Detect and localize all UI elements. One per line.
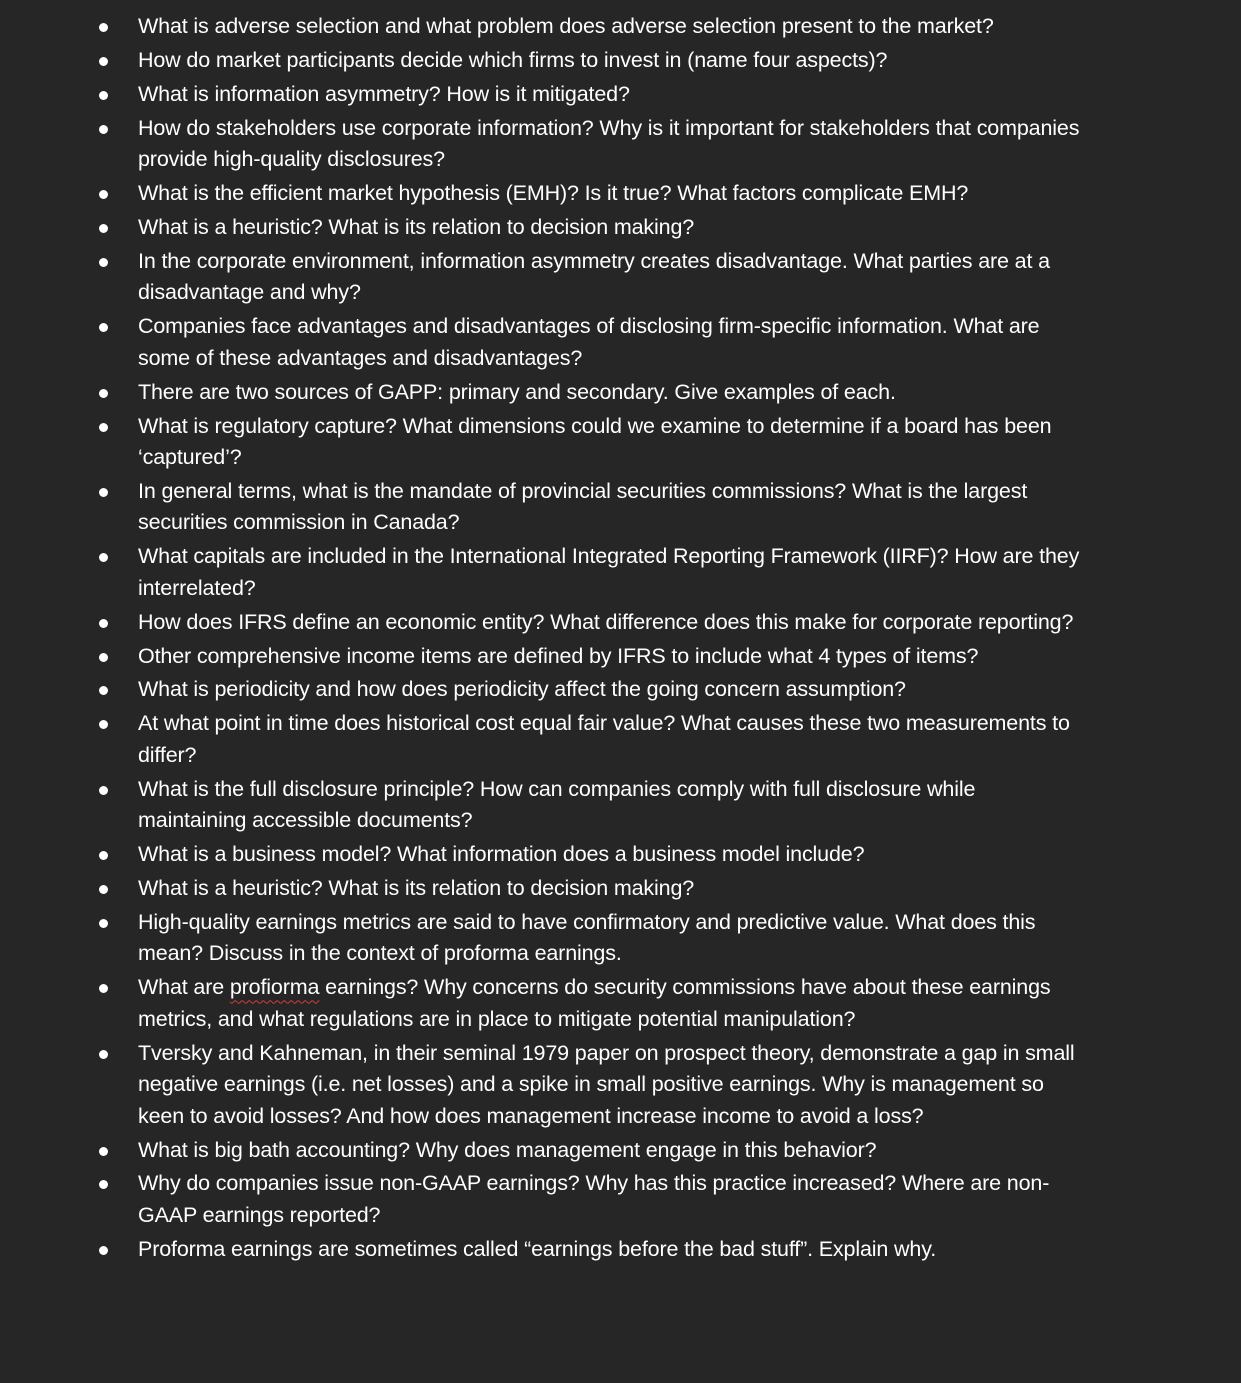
bullet-icon bbox=[99, 125, 108, 134]
list-item bbox=[0, 1234, 1088, 1266]
bullet-icon bbox=[99, 389, 108, 398]
bullet-icon bbox=[99, 686, 108, 695]
bullet-icon bbox=[99, 919, 108, 928]
list-item bbox=[0, 1135, 1088, 1167]
question-text: There are two sources of GAPP: primary and secondary. Give examples of each. bbox=[138, 379, 896, 404]
bullet-icon bbox=[99, 23, 108, 32]
question-text: What is a heuristic? What is its relation to decision making? bbox=[138, 876, 695, 901]
list-item bbox=[0, 873, 1088, 905]
misspelled-word[interactable]: profiorma bbox=[229, 975, 320, 1000]
question-text: Companies face advantages and disadvantages of disclosing firm-specific information. What are some of these advantages and disadvantages? bbox=[138, 314, 1040, 370]
document-page bbox=[0, 11, 1241, 1268]
bullet-icon bbox=[99, 720, 108, 729]
bullet-icon bbox=[99, 885, 108, 894]
bullet-icon bbox=[99, 1147, 108, 1156]
question-text: What is regulatory capture? What dimensions could we examine to determine if a board has been ‘captured’? bbox=[138, 413, 1052, 470]
list-item bbox=[0, 178, 1088, 210]
question-text-end: earnings? Why concerns do security commissions have about these earnings metrics, and what regulations are in place to mitigate potential manipulation? bbox=[138, 975, 1051, 1031]
question-text: What is the efficient market hypothesis (EMH)? Is it true? What factors complicate EMH? bbox=[138, 181, 969, 206]
list-item bbox=[0, 708, 1088, 771]
question-text: What is periodicity and how does periodicity affect the going concern assumption? bbox=[138, 677, 906, 702]
list-item bbox=[0, 1038, 1088, 1133]
list-item bbox=[0, 839, 1088, 871]
question-text: Tversky and Kahneman, in their seminal 1979 paper on prospect theory, demonstrate a gap in small negative earnings (i.e. net losses) and a spike in small positive earnings. Why is management so keen to avoid losses? And how does management increase income to avoid a loss? bbox=[138, 1040, 1075, 1128]
bullet-icon bbox=[99, 851, 108, 860]
bullet-icon bbox=[99, 553, 108, 562]
question-text: What is information asymmetry? How is it mitigated? bbox=[138, 81, 630, 106]
list-item bbox=[0, 377, 1088, 409]
question-text: What is adverse selection and what problem does adverse selection present to the market? bbox=[138, 14, 994, 38]
list-item bbox=[0, 774, 1088, 837]
bullet-icon bbox=[99, 258, 108, 267]
list-item bbox=[0, 411, 1088, 474]
question-text: In the corporate environment, information asymmetry creates disadvantage. What parties are at a disadvantage and why? bbox=[138, 248, 1050, 305]
question-text: How does IFRS define an economic entity? What difference does this make for corporate reporting? bbox=[138, 609, 1074, 634]
question-text: Other comprehensive income items are defined by IFRS to include what 4 types of items? bbox=[138, 643, 979, 668]
question-text-start: What are bbox=[138, 975, 230, 1000]
question-text: What is the full disclosure principle? How can companies comply with full disclosure while maintaining accessible documents? bbox=[138, 776, 976, 833]
list-item bbox=[0, 113, 1088, 176]
question-text: High-quality earnings metrics are said to have confirmatory and predictive value. What does this mean? Discuss in the context of proforma earnings. bbox=[138, 909, 1036, 966]
question-text: At what point in time does historical cost equal fair value? What causes these two measurements to differ? bbox=[138, 711, 1070, 767]
bullet-icon bbox=[99, 224, 108, 233]
list-item bbox=[0, 45, 1088, 77]
question-text: What is a heuristic? What is its relation to decision making? bbox=[138, 214, 695, 239]
bullet-icon bbox=[99, 1050, 108, 1059]
list-item bbox=[0, 311, 1088, 374]
bullet-icon bbox=[99, 190, 108, 199]
question-text: Proforma earnings are sometimes called “earnings before the bad stuff”. Explain why. bbox=[138, 1236, 937, 1261]
list-item bbox=[0, 212, 1088, 244]
bullet-icon bbox=[99, 423, 108, 432]
list-item bbox=[0, 641, 1088, 673]
bullet-icon bbox=[99, 323, 108, 332]
question-text: Why do companies issue non-GAAP earnings? Why has this practice increased? Where are non-GAAP earnings reported? bbox=[138, 1171, 1050, 1227]
list-item bbox=[0, 476, 1088, 539]
list-item bbox=[0, 1168, 1088, 1231]
list-item bbox=[0, 79, 1088, 111]
list-item bbox=[0, 246, 1088, 309]
question-text: What is big bath accounting? Why does management engage in this behavior? bbox=[138, 1137, 877, 1162]
question-text: What is a business model? What information does a business model include? bbox=[138, 842, 865, 867]
question-text: How do market participants decide which firms to invest in (name four aspects)? bbox=[138, 47, 888, 72]
bullet-icon bbox=[99, 1246, 108, 1255]
bullet-icon bbox=[99, 786, 108, 795]
question-text: What capitals are included in the International Integrated Reporting Framework (IIRF)? How are they interrelated? bbox=[138, 544, 1080, 600]
bullet-icon bbox=[99, 91, 108, 100]
bullet-icon bbox=[99, 1180, 108, 1189]
question-text: In general terms, what is the mandate of provincial securities commissions? What is the largest securities commission in Canada? bbox=[138, 478, 1028, 535]
question-list bbox=[0, 11, 1241, 1265]
bullet-icon bbox=[99, 653, 108, 662]
question-text: How do stakeholders use corporate information? Why is it important for stakeholders that companies provide high-quality disclosures? bbox=[138, 115, 1080, 172]
bullet-icon bbox=[99, 984, 108, 993]
bullet-icon bbox=[99, 619, 108, 628]
list-item bbox=[0, 607, 1088, 639]
bullet-icon bbox=[99, 57, 108, 66]
list-item bbox=[0, 541, 1088, 604]
list-item bbox=[0, 11, 1088, 43]
list-item bbox=[0, 972, 1088, 1035]
list-item bbox=[0, 907, 1088, 970]
bullet-icon bbox=[99, 488, 108, 497]
list-item bbox=[0, 674, 1088, 706]
